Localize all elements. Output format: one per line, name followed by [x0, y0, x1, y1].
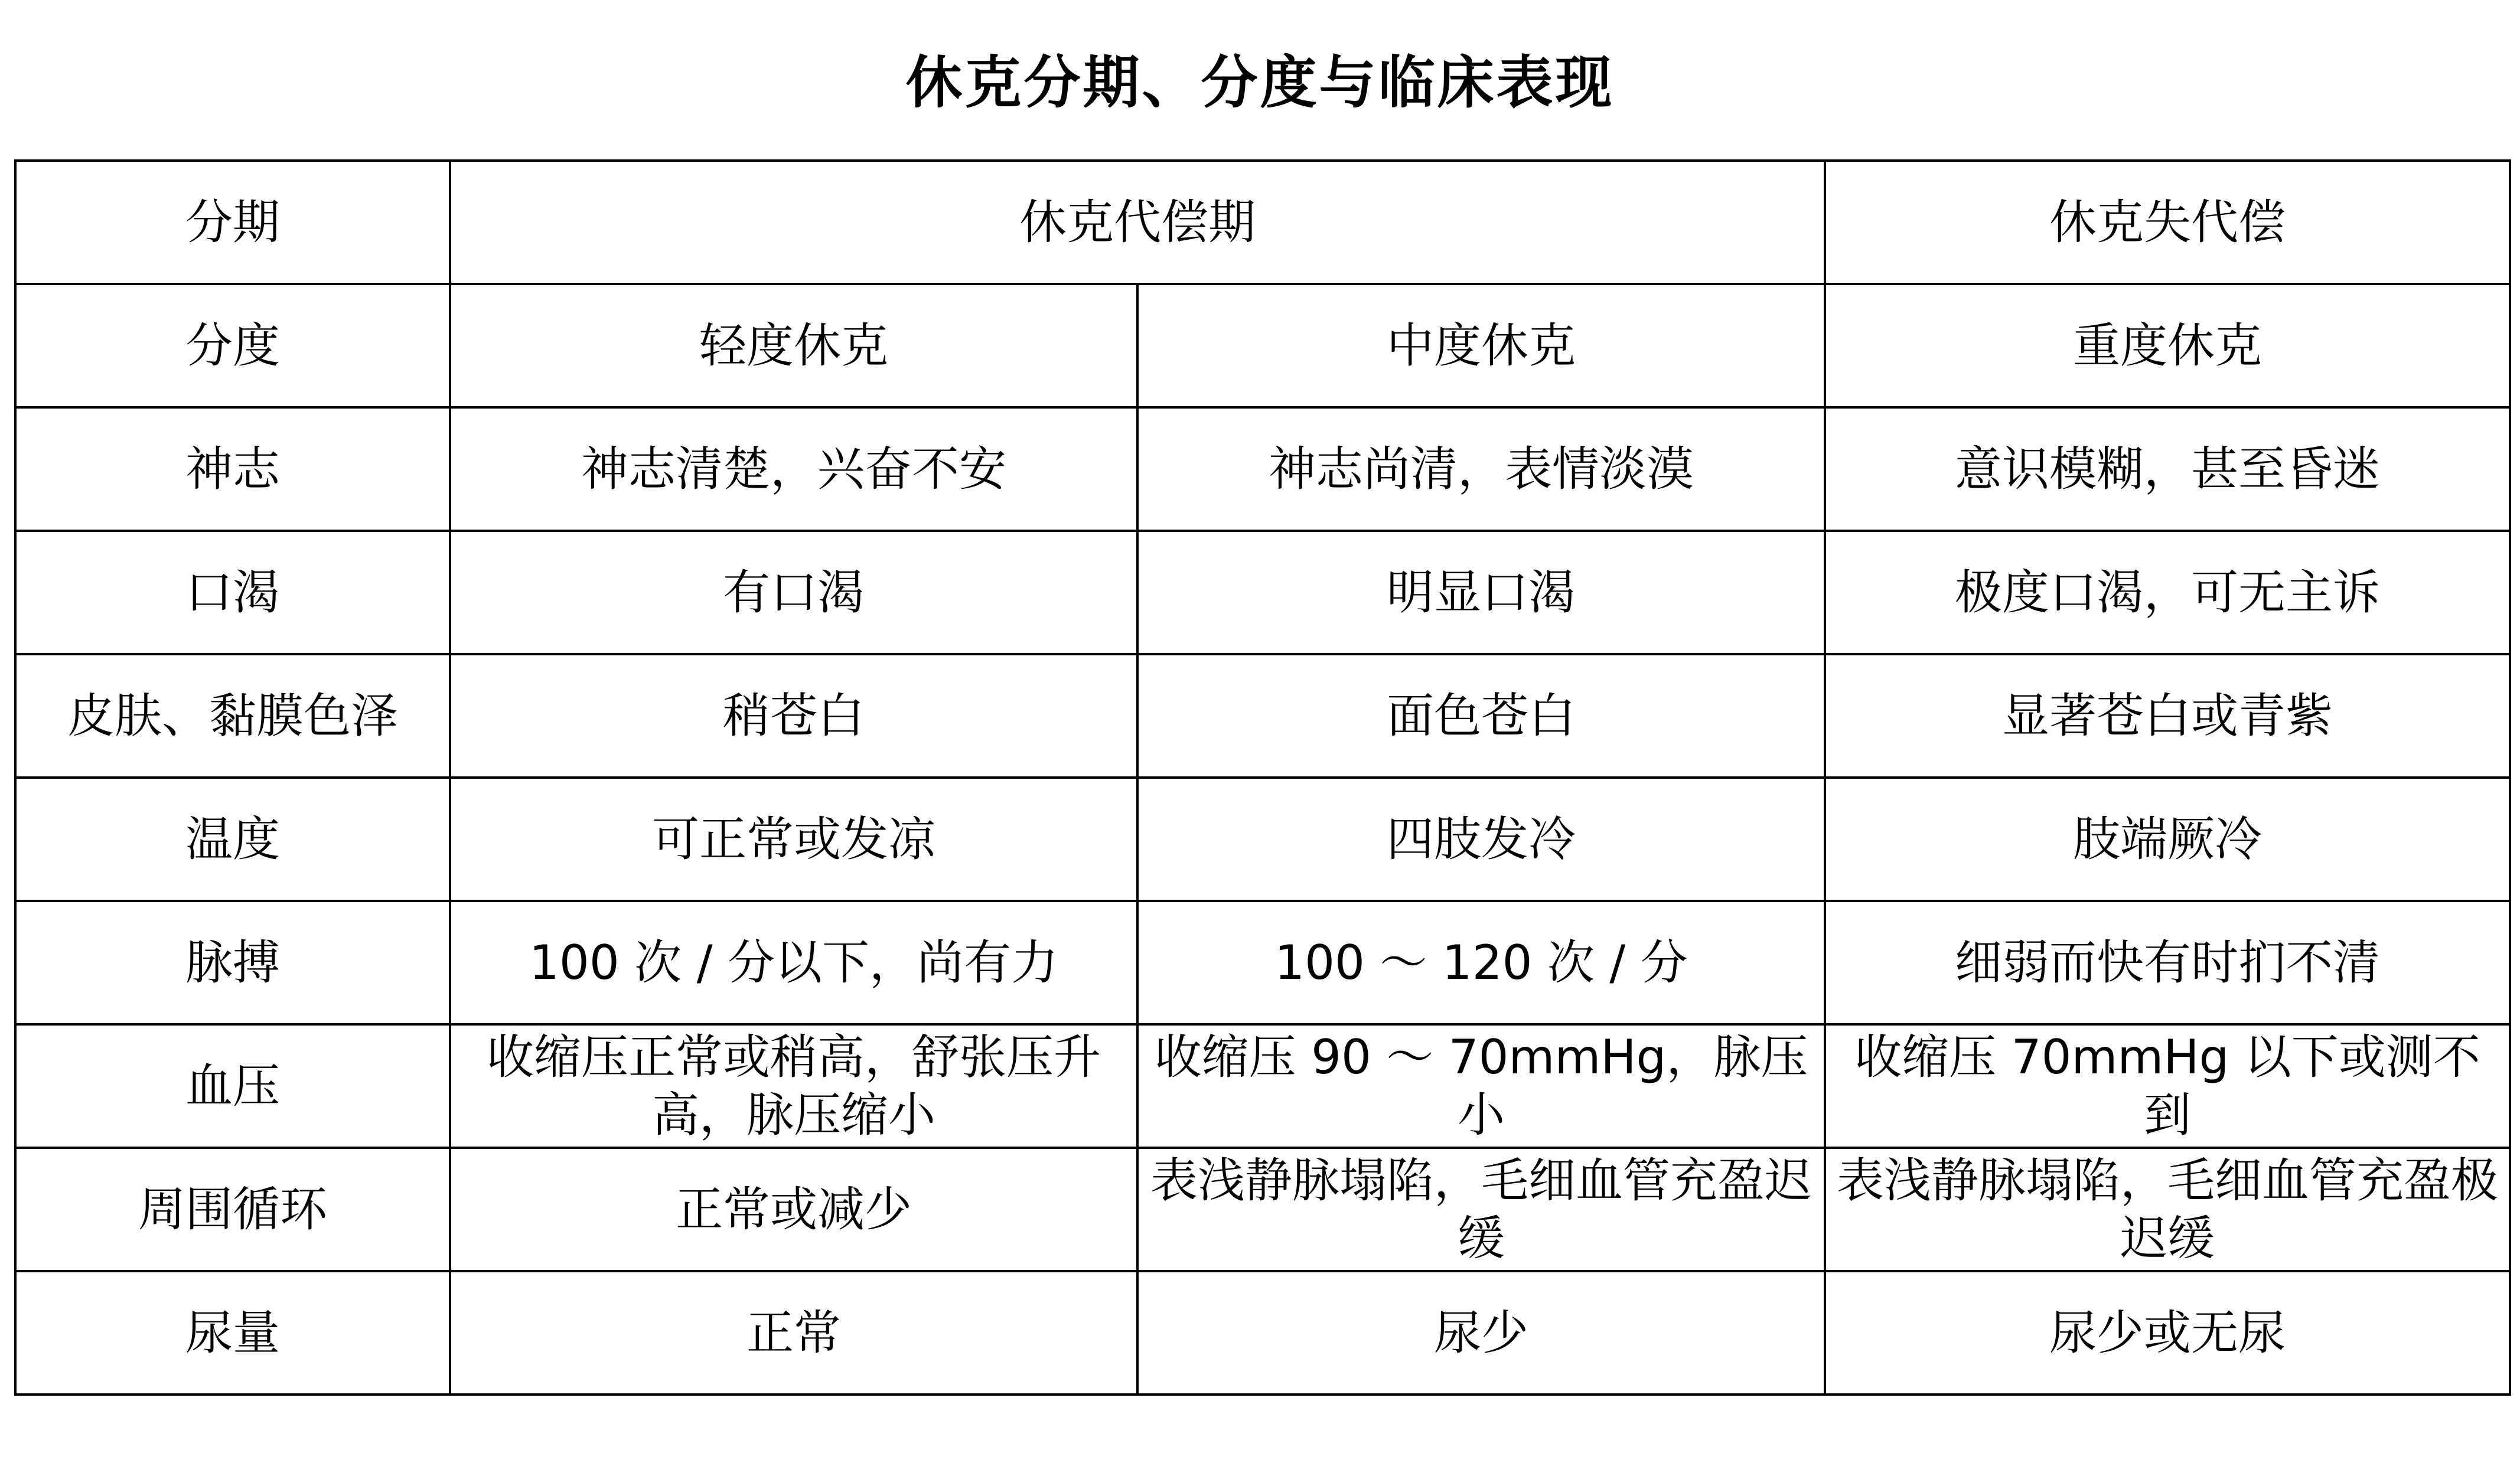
row-label: 尿量 — [15, 1271, 450, 1395]
row-label: 脉搏 — [15, 901, 450, 1024]
cell-mild: 收缩压正常或稍高，舒张压升高，脉压缩小 — [450, 1024, 1137, 1148]
row-label: 皮肤、黏膜色泽 — [15, 654, 450, 778]
cell-moderate: 表浅静脉塌陷，毛细血管充盈迟缓 — [1137, 1148, 1825, 1271]
cell-moderate: 神志尚清，表情淡漠 — [1137, 407, 1825, 531]
table-row — [15, 1271, 2510, 1395]
cell-mild: 正常 — [450, 1271, 1137, 1395]
cell-moderate: 面色苍白 — [1137, 654, 1825, 778]
cell-severe: 表浅静脉塌陷，毛细血管充盈极迟缓 — [1825, 1148, 2510, 1271]
row-label: 周围循环 — [15, 1148, 450, 1271]
table-row — [15, 778, 2510, 901]
row-label: 神志 — [15, 407, 450, 531]
header-decompensated-stage: 休克失代偿 — [1825, 161, 2510, 284]
row-label: 口渴 — [15, 531, 450, 654]
cell-severe: 显著苍白或青紫 — [1825, 654, 2510, 778]
cell-moderate: 收缩压 90 ～ 70mmHg，脉压小 — [1137, 1024, 1825, 1148]
header-stage-label: 分期 — [15, 161, 450, 284]
cell-severe: 细弱而快有时扪不清 — [1825, 901, 2510, 1024]
table-row — [15, 1148, 2510, 1271]
row-label: 分度 — [15, 284, 450, 407]
table-row — [15, 654, 2510, 778]
cell-moderate: 中度休克 — [1137, 284, 1825, 407]
table-row — [15, 284, 2510, 407]
cell-severe: 极度口渴，可无主诉 — [1825, 531, 2510, 654]
shock-classification-table — [14, 159, 2511, 1396]
cell-mild: 可正常或发凉 — [450, 778, 1137, 901]
cell-severe: 肢端厥冷 — [1825, 778, 2510, 901]
row-label: 温度 — [15, 778, 450, 901]
cell-moderate: 100 ～ 120 次 / 分 — [1137, 901, 1825, 1024]
table-row — [15, 407, 2510, 531]
cell-mild: 稍苍白 — [450, 654, 1137, 778]
cell-mild: 神志清楚，兴奋不安 — [450, 407, 1137, 531]
cell-moderate: 四肢发冷 — [1137, 778, 1825, 901]
cell-mild: 轻度休克 — [450, 284, 1137, 407]
cell-moderate: 明显口渴 — [1137, 531, 1825, 654]
table-row — [15, 901, 2510, 1024]
cell-mild: 有口渴 — [450, 531, 1137, 654]
table-row — [15, 531, 2510, 654]
cell-severe: 收缩压 70mmHg 以下或测不到 — [1825, 1024, 2510, 1148]
table-header-row — [15, 161, 2510, 284]
cell-severe: 意识模糊，甚至昏迷 — [1825, 407, 2510, 531]
header-compensated-stage: 休克代偿期 — [450, 161, 1825, 284]
cell-mild: 100 次 / 分以下，尚有力 — [450, 901, 1137, 1024]
cell-severe: 尿少或无尿 — [1825, 1271, 2510, 1395]
table-row — [15, 1024, 2510, 1148]
cell-moderate: 尿少 — [1137, 1271, 1825, 1395]
page-title: 休克分期、分度与临床表现 — [905, 50, 1615, 116]
cell-mild: 正常或减少 — [450, 1148, 1137, 1271]
cell-severe: 重度休克 — [1825, 284, 2510, 407]
row-label: 血压 — [15, 1024, 450, 1148]
